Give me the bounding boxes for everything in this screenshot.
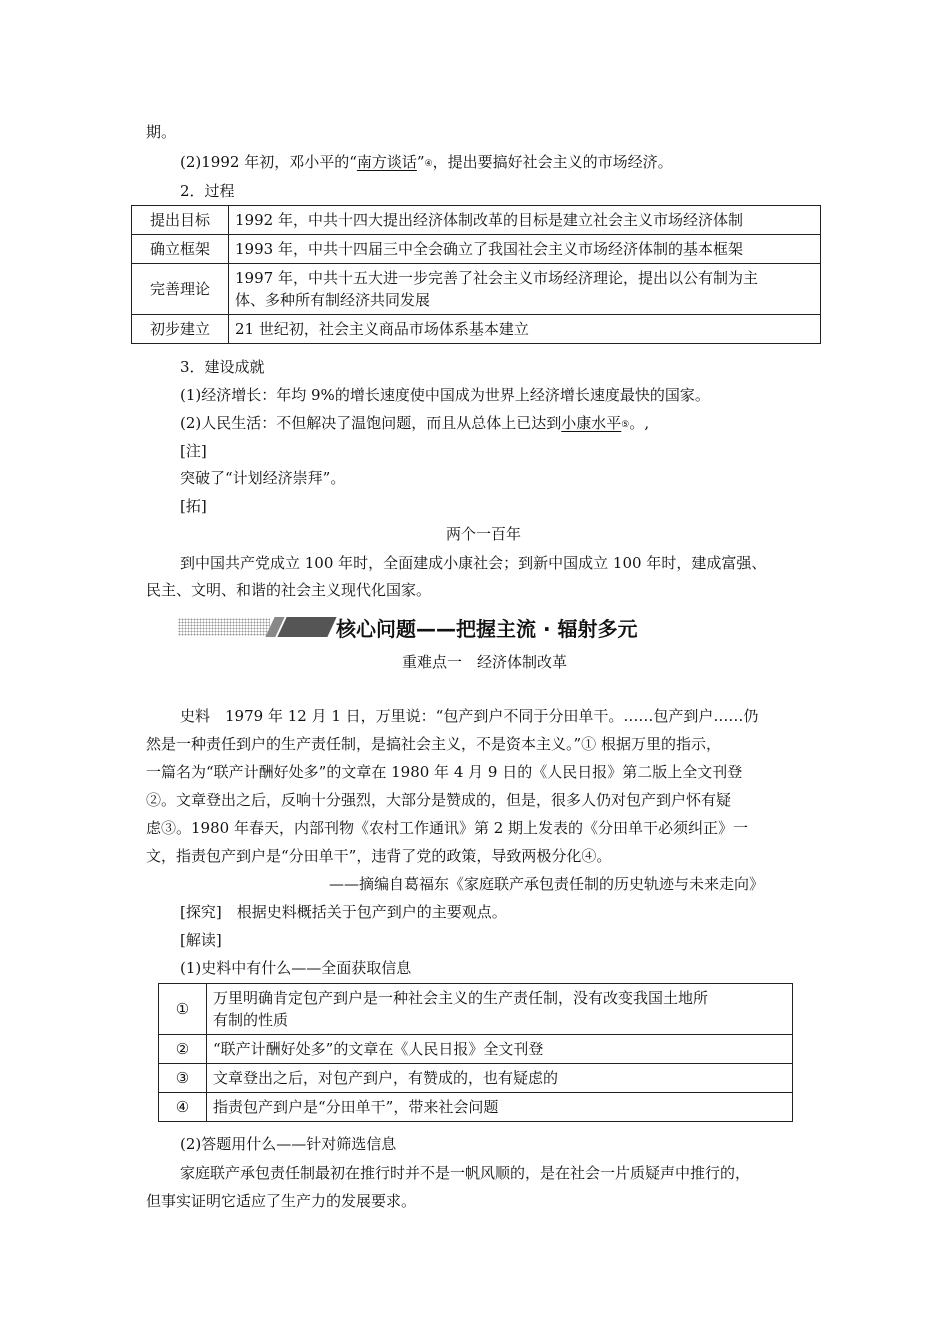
table-cell-key: ② — [159, 1035, 207, 1064]
note-label: [注] — [180, 442, 207, 460]
banner-dot-pattern — [178, 618, 270, 636]
table-cell-key: 提出目标 — [132, 206, 229, 235]
text-line — [180, 152, 673, 174]
section-heading: 2．过程 — [180, 182, 235, 200]
text-line: 虑③。1980 年春天，内部刊物《农村工作通讯》第 2 期上发表的《分田单干必须纠正》一 — [146, 819, 749, 837]
table-cell-key: ① — [159, 984, 207, 1035]
table-cell-value: 文章登出之后，对包产到户，有赞成的，也有疑虑的 — [207, 1064, 793, 1093]
note-label: [解读] — [180, 931, 222, 949]
table-row — [132, 264, 821, 315]
table-row — [132, 206, 821, 235]
text-line: 但事实证明它适应了生产力的发展要求。 — [146, 1192, 417, 1210]
note-marker: ⑤ — [621, 420, 630, 430]
table-row — [159, 984, 793, 1035]
cell-line: 1997 年，中共十五大进一步完善了社会主义市场经济理论，提出以公有制为主 — [235, 269, 758, 287]
text-span: (2)1992 年初，邓小平的“ — [180, 153, 357, 171]
table-cell-value: 1993 年，中共十四届三中全会确立了我国社会主义市场经济体制的基本框架 — [229, 235, 821, 264]
table-cell-value: 指责包产到户是“分田单干”，带来社会问题 — [207, 1093, 793, 1122]
source-citation: ——摘编自葛福东《家庭联产承包责任制的历史轨迹与未来走向》 — [329, 875, 765, 893]
text-line: 史料 1979 年 12 月 1 日，万里说：“包产到户不同于分田单干。……包产到户……仍 — [180, 707, 759, 725]
banner-title: 核心问题——把握主流 · 辐射多元 — [336, 617, 638, 641]
table-row — [159, 1064, 793, 1093]
table-cell-value: “联产计酬好处多”的文章在《人民日报》全文刊登 — [207, 1035, 793, 1064]
core-question-banner — [178, 614, 668, 640]
text-line: 期。 — [146, 123, 177, 141]
text-line: [探究] 根据史料概括关于包产到户的主要观点。 — [180, 903, 507, 921]
box-title: 两个一百年 — [446, 525, 522, 543]
table-cell-value — [229, 264, 821, 315]
cell-line: 有制的性质 — [213, 1011, 289, 1029]
text-line: 然是一种责任到户的生产责任制，是搞社会主义，不是资本主义。”① 根据万里的指示， — [146, 735, 721, 753]
text-line: 家庭联产承包责任制最初在推行时并不是一帆风顺的，是在社会一片质疑声中推行的， — [180, 1164, 751, 1182]
table-row — [132, 315, 821, 344]
text-span: ” — [416, 153, 425, 171]
process-table — [131, 205, 821, 344]
table-cell-value — [207, 984, 793, 1035]
text-line: 民主、文明、和谐的社会主义现代化国家。 — [146, 581, 432, 599]
text-span: 。, — [629, 414, 650, 432]
cell-line: 体、多种所有制经济共同发展 — [235, 291, 431, 309]
subsection-title: 重难点一 经济体制改革 — [402, 653, 568, 671]
text-line: 突破了“计划经济崇拜”。 — [180, 469, 346, 487]
note-marker: ④ — [424, 159, 433, 169]
table-row — [159, 1035, 793, 1064]
table-cell-key: 初步建立 — [132, 315, 229, 344]
note-label: [拓] — [180, 497, 207, 515]
text-span: (2)人民生活：不但解决了温饱问题，而且从总体上已达到 — [180, 414, 562, 432]
table-row — [159, 1093, 793, 1122]
text-line: ②。文章登出之后，反响十分强烈，大部分是赞成的，但是，很多人仍对包产到户怀有疑 — [146, 791, 732, 809]
text-line: (1)经济增长：年均 9%的增长速度使中国成为世界上经济增长速度最快的国家。 — [180, 386, 710, 404]
info-table — [158, 983, 793, 1122]
cell-line: 万里明确肯定包产到户是一种社会主义的生产责任制，没有改变我国土地所 — [213, 989, 709, 1007]
banner-bar — [277, 617, 336, 637]
table-cell-value: 21 世纪初，社会主义商品市场体系基本建立 — [229, 315, 821, 344]
table-row — [132, 235, 821, 264]
text-line: 文，指责包产到户是“分田单干”，违背了党的政策，导致两极分化④。 — [146, 847, 612, 865]
underlined-term: 南方谈话 — [356, 153, 417, 171]
table-cell-value: 1992 年，中共十四大提出经济体制改革的目标是建立社会主义市场经济体制 — [229, 206, 821, 235]
table-cell-key: ④ — [159, 1093, 207, 1122]
table-cell-key: 完善理论 — [132, 264, 229, 315]
text-line: (1)史料中有什么——全面获取信息 — [180, 959, 412, 977]
text-line — [180, 413, 649, 435]
section-heading: 3．建设成就 — [180, 358, 265, 376]
text-line: (2)答题用什么——针对筛选信息 — [180, 1135, 397, 1153]
text-line: 一篇名为“联产计酬好处多”的文章在 1980 年 4 月 9 日的《人民日报》第二版上全文刊登 — [146, 763, 743, 781]
underlined-term: 小康水平 — [561, 414, 622, 432]
table-cell-key: ③ — [159, 1064, 207, 1093]
text-line: 到中国共产党成立 100 年时，全面建成小康社会；到新中国成立 100 年时，建成富强、 — [180, 554, 767, 572]
text-span: ，提出要搞好社会主义的市场经济。 — [432, 153, 673, 171]
table-cell-key: 确立框架 — [132, 235, 229, 264]
